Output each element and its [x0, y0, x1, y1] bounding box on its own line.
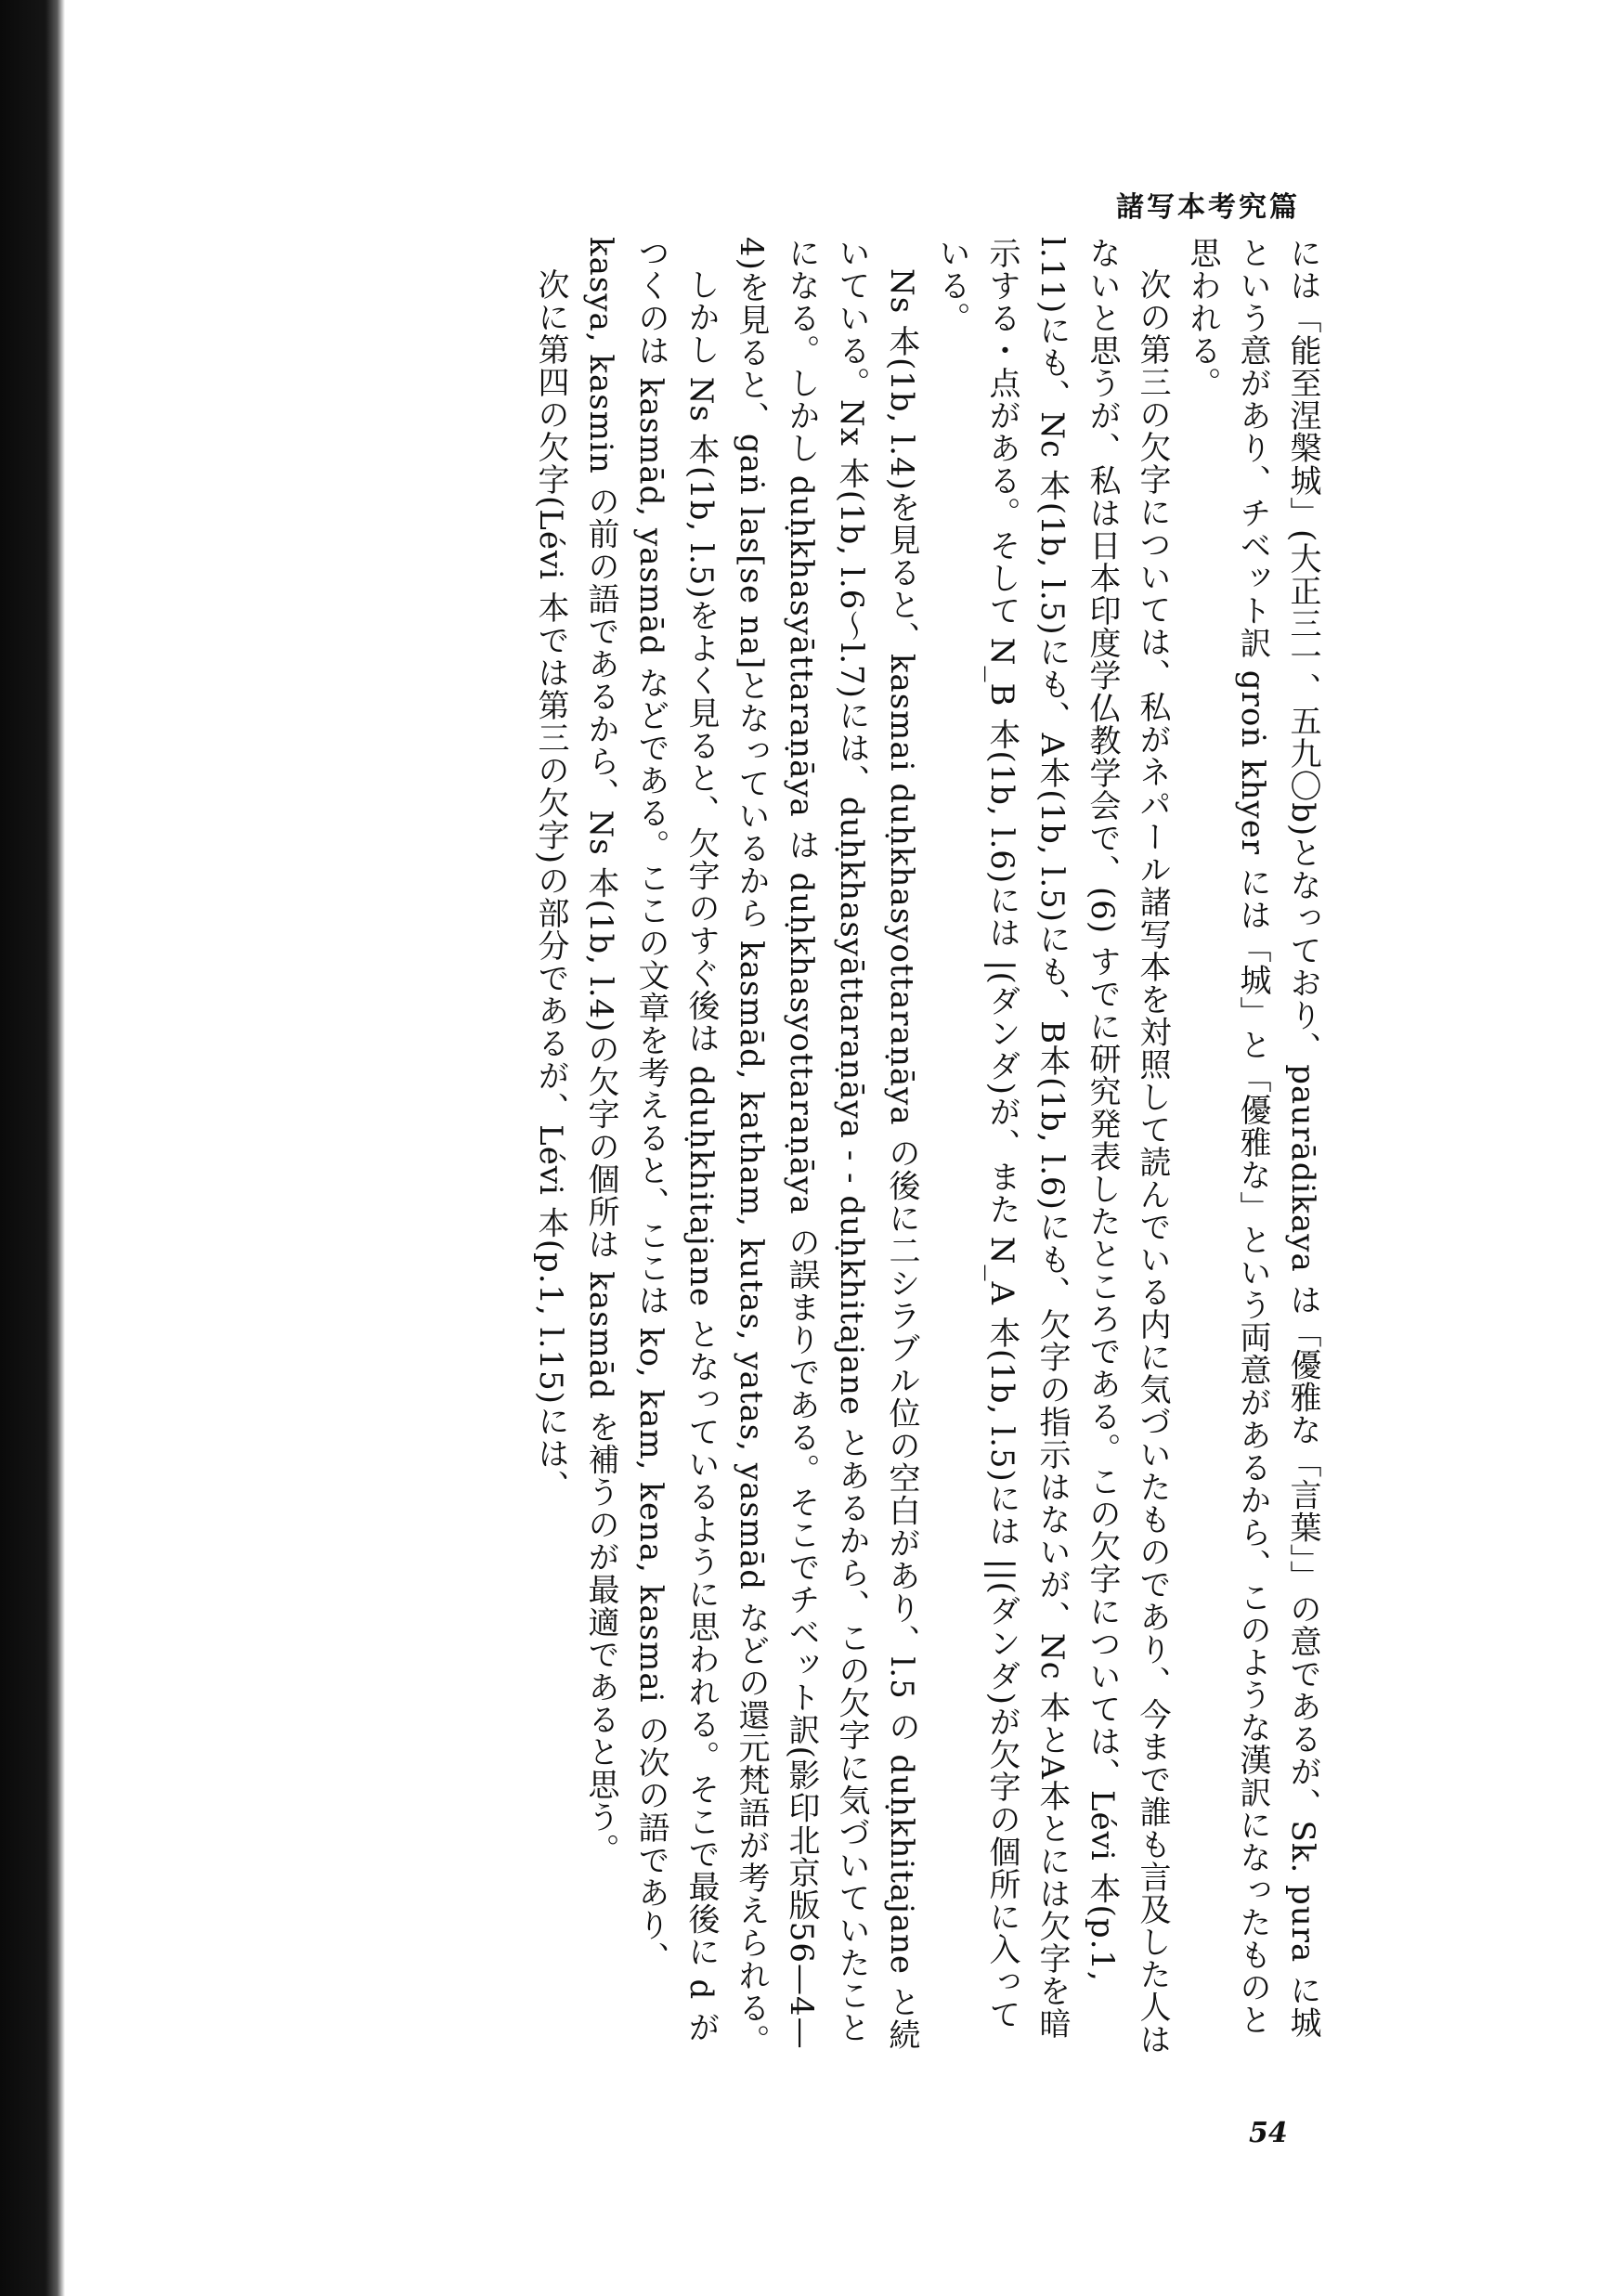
running-head: 諸写本考究篇 [1116, 191, 1300, 224]
paragraph: Ns 本(1b, l.4)を見ると、kasmai duḥkhasyottaraṇāya の後に二シラブル位の空白があり、l.5 の duḥkhitajane と続いている。Nx 本(1b, l.6〜l.7)には、duḥkhasyāttaraṇāya - - duḥkhitajane とあるから、この欠字に気づいていたことになる。しかし duḥkhasyāttaraṇāya は duḥkhasyottaraṇāya の誤まりである。そこでチベット訳(影印北京版56—4—4)を見ると、gaṅ las[se na]となっているから kasmād, katham, kutas, yatas, yasmād などの還元梵語が考えられる。 [733, 237, 920, 2056]
body-text [139, 237, 1328, 2056]
paragraph: 次の第三の欠字については、私がネパール諸写本を対照して読んでいる内に気づいたものであり、今まで誰も言及した人はないと思うが、私は日本印度学仏教学会で、(6) すでに研究発表したところである。この欠字については、Lévi 本(p.1, l.11)にも、Nc 本(1b, l.5)にも、A本(1b, l.5)にも、B本(1b, l.6)にも、欠字の指示はないが、Nc 本とA本とには欠字を暗示する・点がある。そして N_B 本(1b, l.6)には |(ダンダ)が、また N_A 本(1b, l.5)には ||(ダンダ)が欠字の個所に入っている。 [933, 237, 1171, 2056]
paragraph: しかし Ns 本(1b, l.5)をよく見ると、欠字のすぐ後は dduḥkhitajane となっているように思われる。そこで最後に d がつくのは kasmād, yasmād などである。ここの文章を考えると、ここは ko, kam, kena, kasmai の次の語であり、kasya, kasmin の前の語であるから、Ns 本(1b, l.4)の欠字の個所は kasmād を補うのが最適であると思う。 [582, 237, 720, 2044]
paragraph: には「能至涅槃城」(大正三一、五九〇b)となっており、paurādikaya は「優雅な「言葉」」の意であるが、Sk. pura に城という意があり、チベット訳 groṅ khyer には「城」と「優雅な」という両意があるから、このような漢訳になったものと思われる。 [1184, 237, 1321, 2040]
scan-shadow-edge [0, 0, 65, 2296]
paragraph: 次に第四の欠字(Lévi 本では第三の欠字)の部分であるが、Lévi 本(p.1, l.15)には、 [532, 268, 569, 1503]
page-number: 54 [1249, 2117, 1288, 2149]
